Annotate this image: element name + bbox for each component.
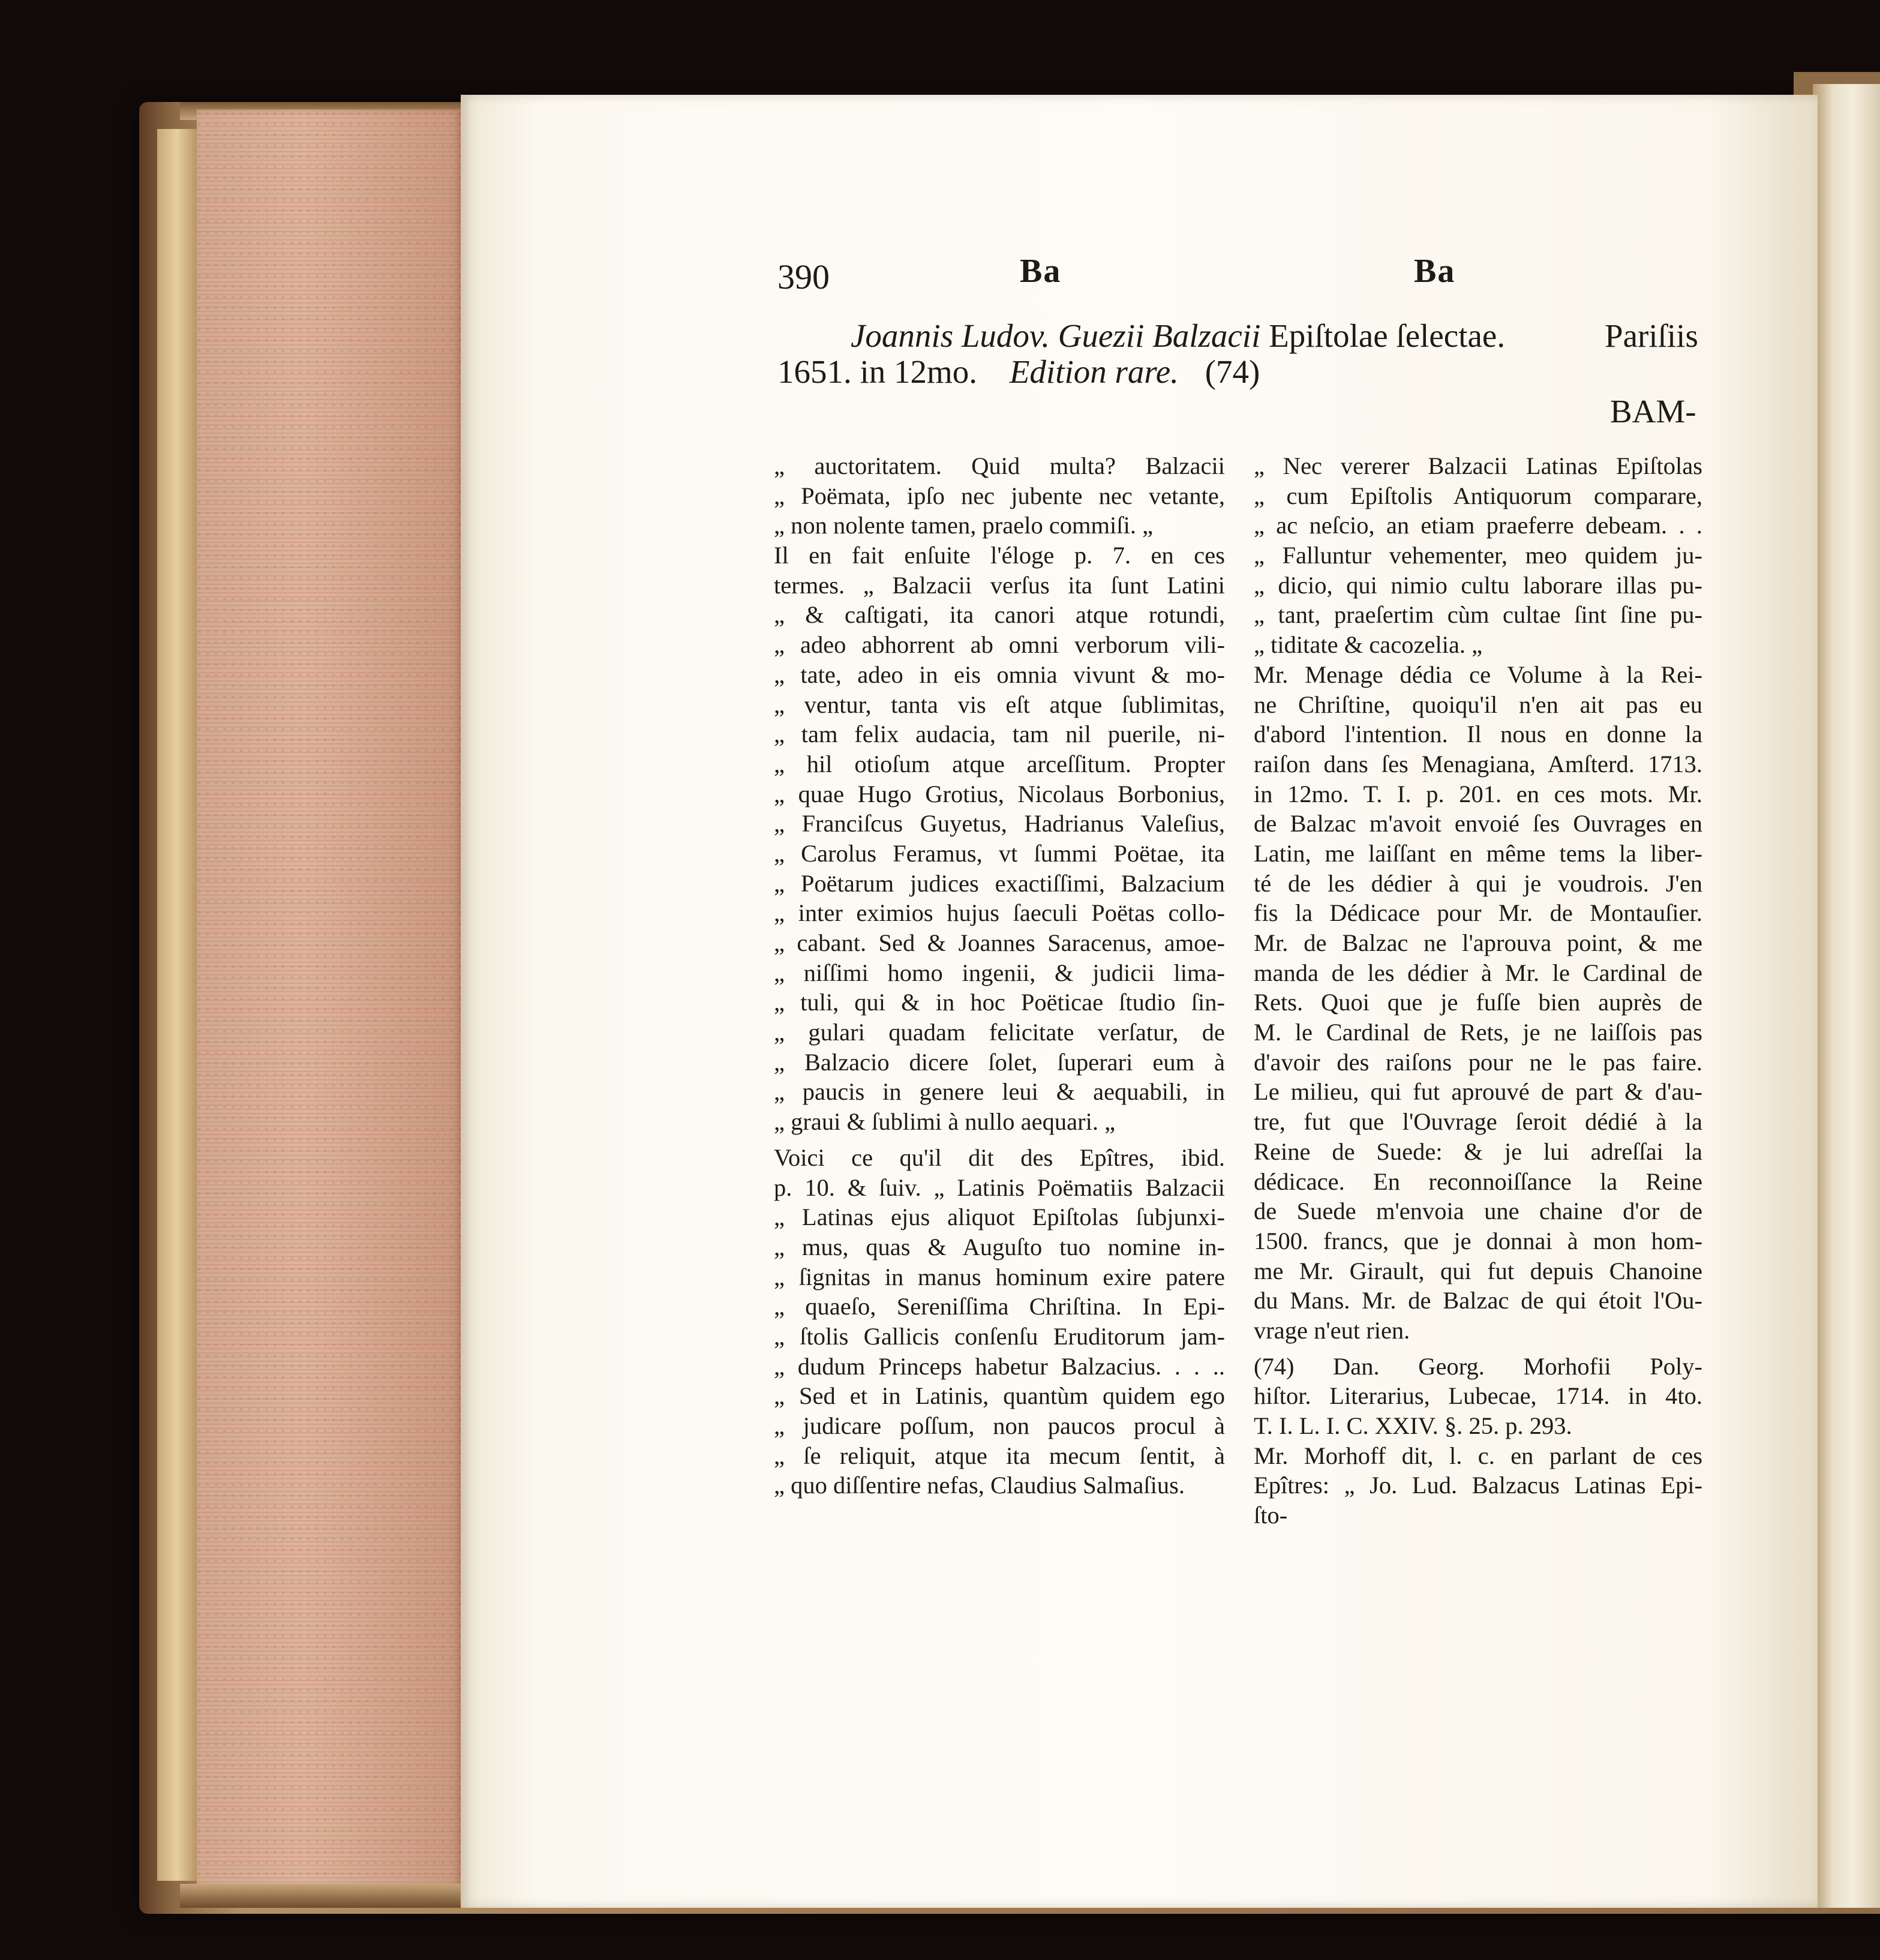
text-line: „ cum Epiſtolis Antiquorum comparare, <box>1254 482 1702 509</box>
text-line: „ Latinas ejus aliquot Epiſtolas ſubjunxi- <box>774 1203 1225 1231</box>
text-line: manda de les dédier à Mr. le Cardinal de <box>1254 959 1702 986</box>
text-line: „ gulari quadam felicitate verſatur, de <box>774 1019 1225 1046</box>
page-block-bottom <box>180 1884 468 1908</box>
entry-place: Pariſiis <box>1605 317 1698 354</box>
entry-title-line1 <box>851 317 1505 355</box>
text-line: „ ventur, tanta vis eſt atque ſublimitas, <box>774 691 1225 718</box>
text-line: „ tuli, qui & in hoc Poëticae ſtudio ſin- <box>774 989 1225 1016</box>
text-line: „ Franciſcus Guyetus, Hadrianus Valeſius, <box>774 810 1225 838</box>
text-line: „ dudum Princeps habetur Balzacius. . . .. <box>774 1352 1225 1380</box>
text-line: „ Carolus Feramus, vt ſummi Poëtae, ita <box>774 839 1225 867</box>
text-line: „ quae Hugo Grotius, Nicolaus Borbonius, <box>774 780 1225 808</box>
text-line: dédicace. En reconnoiſſance la Reine <box>1254 1167 1702 1195</box>
text-line: „ & caſtigati, ita canori atque rotundi, <box>774 601 1225 629</box>
text-line: d'abord l'intention. Il nous en donne la <box>1254 721 1702 748</box>
gilt-edge <box>157 129 197 1881</box>
text-line: „ tate, adeo in eis omnia vivunt & mo- <box>774 661 1225 688</box>
running-head-left: Ba <box>1020 253 1062 290</box>
text-line: Il en fait enſuite l'éloge p. 7. en ces <box>774 542 1225 569</box>
text-line: „ tam felix audacia, tam nil puerile, ni- <box>774 721 1225 748</box>
text-line: „ Poëmata, ipſo nec jubente nec vetante, <box>774 482 1225 509</box>
text-line: Latin, me laiſſant en même tems la liber- <box>1254 839 1702 867</box>
text-line: „ ſtolis Gallicis conſenſu Eruditorum jam- <box>774 1322 1225 1350</box>
text-line: ſto- <box>1254 1502 1288 1529</box>
text-line: „ judicare poſſum, non paucos procul à <box>774 1412 1225 1439</box>
text-line: in 12mo. T. I. p. 201. en ces mots. Mr. <box>1254 780 1702 808</box>
text-line: „ ac neſcio, an etiam praeferre debeam. . . <box>1254 512 1702 539</box>
page-number: 390 <box>777 257 830 296</box>
text-line: fis la Dédicace pour Mr. de Montauſier. <box>1254 899 1702 927</box>
text-line: „ quaeſo, Sereniſſima Chriſtina. In Epi- <box>774 1293 1225 1320</box>
text-line: Mr. Menage dédia ce Volume à la Rei- <box>1254 661 1702 688</box>
text-line: Le milieu, qui fut aprouvé de part & d'au- <box>1254 1078 1702 1106</box>
text-line: „ adeo abhorrent ab omni verborum vili- <box>774 631 1225 659</box>
text-line: T. I. L. I. C. XXIV. §. 25. p. 293. <box>1254 1412 1572 1439</box>
text-line: „ Nec vererer Balzacii Latinas Epiſtolas <box>1254 452 1702 479</box>
catchword-bam: BAM- <box>1610 393 1696 430</box>
right-column <box>1254 451 1702 1530</box>
text-line: „ non nolente tamen, praelo commiſi. „ <box>774 512 1154 539</box>
text-line: „ mus, quas & Auguſto tuo nomine in- <box>774 1233 1225 1260</box>
text-line: „ inter eximios hujus ſaeculi Poëtas collo- <box>774 899 1225 927</box>
text-line: M. le Cardinal de Rets, je ne laiſſois pas <box>1254 1019 1702 1046</box>
text-line: „ ſignitas in manus hominum exire patere <box>774 1263 1225 1290</box>
text-line: „ niſſimi homo ingenii, & judicii lima- <box>774 959 1225 986</box>
text-line: Rets. Quoi que je fuſſe bien auprès de <box>1254 989 1702 1016</box>
text-line: de Balzac m'avoit envoié ſes Ouvrages en <box>1254 810 1702 838</box>
text-line: me Mr. Girault, qui fut depuis Chanoine <box>1254 1257 1702 1284</box>
text-line: „ graui & ſublimi à nullo aequari. „ <box>774 1108 1116 1136</box>
text-line: té de les dédier à qui je voudrois. J'en <box>1254 869 1702 897</box>
entry-date-format: 1651. in 12mo. <box>777 353 978 390</box>
text-line: raiſon dans ſes Menagiana, Amſterd. 1713. <box>1254 750 1702 778</box>
text-line: „ tiditate & cacozelia. „ <box>1254 631 1483 659</box>
text-line: Reine de Suede: & je lui adreſſai la <box>1254 1137 1702 1165</box>
text-line: „ paucis in genere leui & aequabili, in <box>774 1078 1225 1106</box>
text-line: ne Chriſtine, quoiqu'il n'en ait pas eu <box>1254 691 1702 718</box>
entry-edition-note: Edition rare. <box>1009 353 1179 390</box>
text-line: tre, fut que l'Ouvrage ſeroit dédié à la <box>1254 1108 1702 1136</box>
entry-title: Epiſtolae ſelectae. <box>1269 317 1506 354</box>
text-line: termes. „ Balzacii verſus ita ſunt Latini <box>774 571 1225 599</box>
left-column <box>774 451 1225 1500</box>
facing-page-edge <box>1813 84 1880 1908</box>
text-line: 1500. francs, que je donnai à mon hom- <box>1254 1227 1702 1254</box>
text-line: „ tant, praeſertim cùm cultae ſint ſine pu- <box>1254 601 1702 629</box>
text-line: Epîtres: „ Jo. Lud. Balzacus Latinas Epi- <box>1254 1472 1702 1499</box>
text-line: „ cabant. Sed & Joannes Saracenus, amoe- <box>774 929 1225 956</box>
text-line: Mr. Morhoff dit, l. c. en parlant de ces <box>1254 1442 1702 1469</box>
text-line: de Suede m'envoia une chaine d'or de <box>1254 1197 1702 1225</box>
text-line: „ hil otioſum atque arceſſitum. Propter <box>774 750 1225 778</box>
text-line: „ auctoritatem. Quid multa? Balzacii <box>774 452 1225 479</box>
text-line: „ Falluntur vehementer, meo quidem ju- <box>1254 542 1702 569</box>
text-line: Mr. de Balzac ne l'aprouva point, & me <box>1254 929 1702 956</box>
text-line: Voici ce qu'il dit des Epîtres, ibid. <box>774 1143 1225 1171</box>
text-line: vrage n'eut rien. <box>1254 1316 1410 1344</box>
text-line: du Mans. Mr. de Balzac de qui étoit l'Ou- <box>1254 1287 1702 1314</box>
text-line: „ ſe reliquit, atque ita mecum ſentit, à <box>774 1442 1225 1469</box>
text-line: p. 10. & ſuiv. „ Latinis Poëmatiis Balzacii <box>774 1173 1225 1201</box>
text-line: „ Poëtarum judices exactiſſimi, Balzacium <box>774 869 1225 897</box>
entry-title-line2 <box>777 353 1260 391</box>
page-block-edge <box>197 109 463 1896</box>
text-line: d'avoir des raiſons pour ne le pas faire. <box>1254 1048 1702 1076</box>
text-line: „ Sed et in Latinis, quantùm quidem ego <box>774 1382 1225 1410</box>
entry-footnote-ref: (74) <box>1205 353 1260 390</box>
text-line: „ dicio, qui nimio cultu laborare illas pu- <box>1254 571 1702 599</box>
text-line: (74) Dan. Georg. Morhofii Poly- <box>1254 1352 1702 1380</box>
running-head-right: Ba <box>1414 253 1456 290</box>
text-line: hiſtor. Literarius, Lubecae, 1714. in 4to. <box>1254 1382 1702 1410</box>
text-line: „ quo diſſentire nefas, Claudius Salmaſius. <box>774 1472 1185 1499</box>
entry-author: Joannis Ludov. Guezii Balzacii <box>851 317 1261 354</box>
text-line: „ Balzacio dicere ſolet, ſuperari eum à <box>774 1048 1225 1076</box>
